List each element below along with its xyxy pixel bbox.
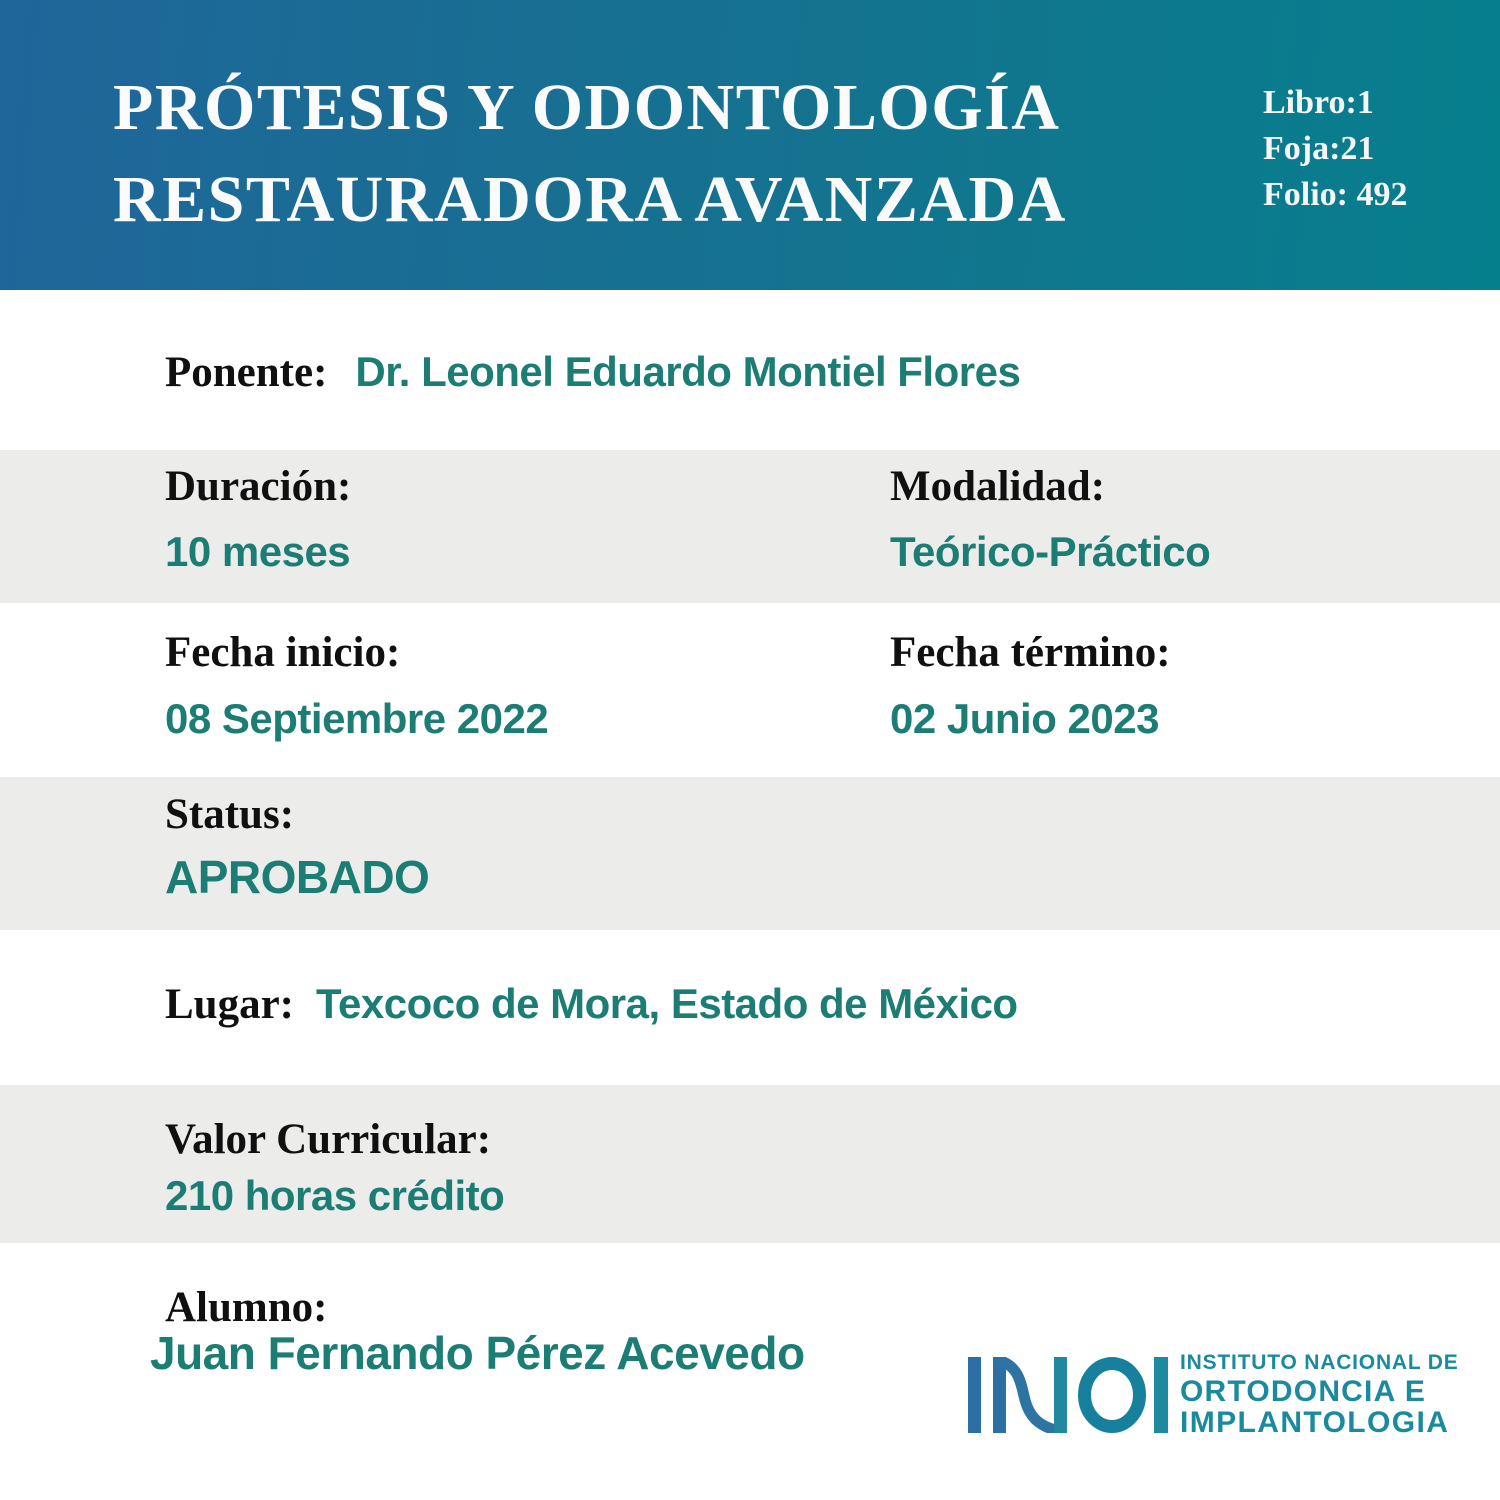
inoi-logo [968, 1352, 1459, 1438]
course-title-line1: PRÓTESIS Y ODONTOLOGÍA [113, 71, 1061, 144]
duracion-label: Duración: [165, 463, 352, 510]
modalidad-label: Modalidad: [890, 463, 1106, 510]
duracion-value: 10 meses [165, 528, 351, 575]
status-label: Status: [165, 791, 295, 838]
fecha-inicio-value: 08 Septiembre 2022 [165, 695, 549, 742]
lugar-value: Texcoco de Mora, Estado de México [316, 980, 1018, 1027]
lugar-label: Lugar: [165, 981, 294, 1028]
registry-block [1263, 80, 1407, 218]
registry-foja: Foja:21 [1263, 130, 1375, 167]
fecha-termino-label: Fecha término: [890, 629, 1171, 676]
valor-curricular-label: Valor Curricular: [165, 1116, 492, 1163]
ponente-field [165, 348, 1020, 397]
inoi-logo-text [1180, 1352, 1459, 1438]
alumno-label: Alumno: [165, 1284, 328, 1331]
ponente-value: Dr. Leonel Eduardo Montiel Flores [355, 348, 1021, 395]
logo-line2: ORTODONCIA E [1180, 1375, 1427, 1408]
fecha-termino-value: 02 Junio 2023 [890, 695, 1159, 742]
course-title [113, 62, 1067, 246]
lugar-field [165, 980, 1018, 1029]
registry-folio: Folio: 492 [1263, 176, 1408, 213]
valor-curricular-value: 210 horas crédito [165, 1172, 505, 1219]
inoi-logo-mark [968, 1357, 1168, 1433]
logo-line3: IMPLANTOLOGIA [1180, 1406, 1450, 1439]
logo-line1: INSTITUTO NACIONAL DE [1180, 1351, 1459, 1374]
course-title-line2: RESTAURADORA AVANZADA [113, 163, 1067, 236]
registry-libro: Libro:1 [1263, 84, 1374, 121]
status-value: APROBADO [165, 851, 430, 903]
ponente-label: Ponente: [165, 349, 328, 396]
alumno-value: Juan Fernando Pérez Acevedo [150, 1327, 805, 1379]
header-banner [0, 0, 1500, 290]
modalidad-value: Teórico-Práctico [890, 528, 1211, 575]
fecha-inicio-label: Fecha inicio: [165, 629, 401, 676]
